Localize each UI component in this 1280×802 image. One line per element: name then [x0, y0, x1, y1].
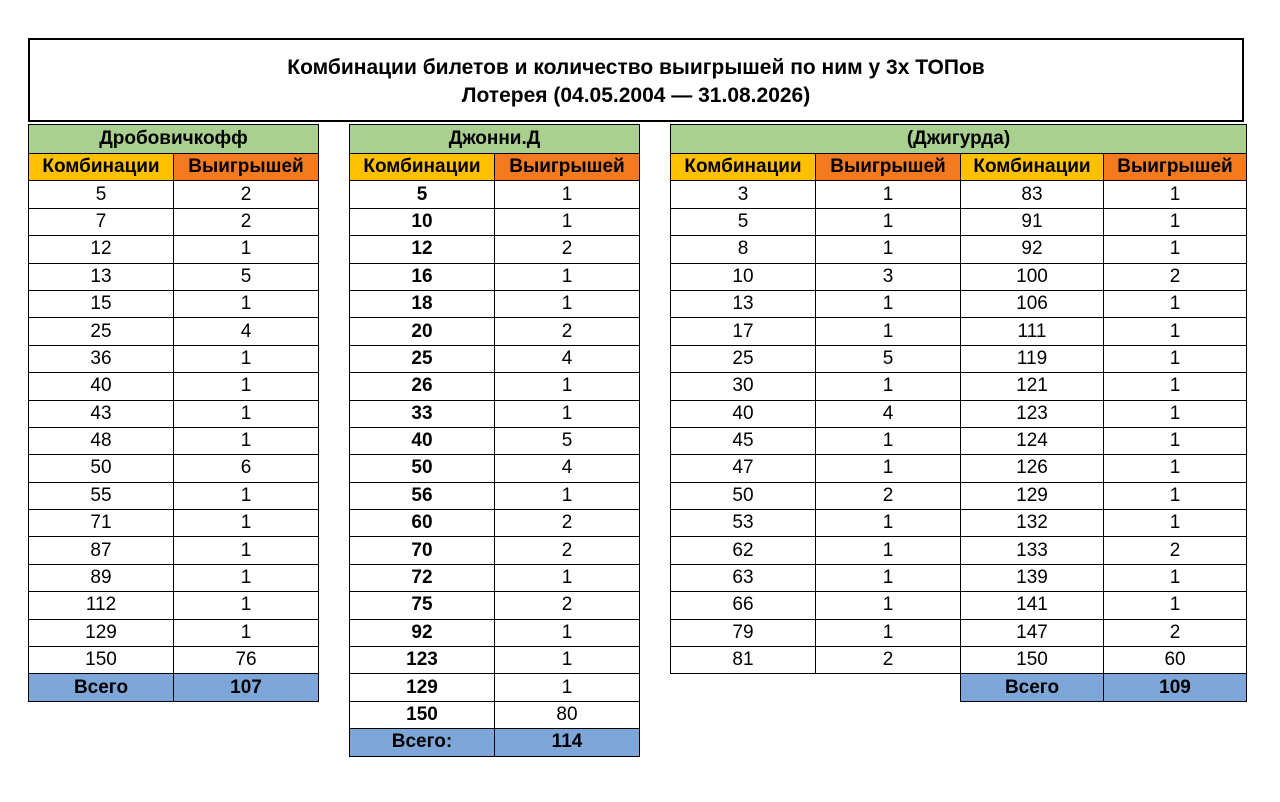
total-value: 107: [174, 674, 319, 701]
wins-cell: 5: [816, 345, 961, 372]
combination-cell: 5: [29, 181, 174, 208]
combination-cell: 40: [29, 373, 174, 400]
combination-cell: 129: [961, 482, 1104, 509]
wins-cell: 1: [495, 373, 640, 400]
combination-cell: 111: [961, 318, 1104, 345]
player-name: (Джигурда): [671, 125, 1247, 154]
combination-cell: 123: [961, 400, 1104, 427]
wins-cell: 2: [1104, 537, 1247, 564]
wins-cell: 1: [174, 564, 319, 591]
combination-cell: 16: [350, 263, 495, 290]
wins-cell: 1: [174, 236, 319, 263]
combination-cell: 62: [671, 537, 816, 564]
report-title: Комбинации билетов и количество выигрышей по ним у 3х ТОПов: [287, 56, 985, 79]
table-row: [671, 400, 1247, 427]
combination-cell: 126: [961, 455, 1104, 482]
wins-cell: 1: [174, 592, 319, 619]
table-row: [29, 345, 319, 372]
table-row: [671, 345, 1247, 372]
combination-cell: 50: [671, 482, 816, 509]
column-header-wins: Выигрышей: [1104, 154, 1247, 181]
wins-cell: 1: [174, 537, 319, 564]
combination-cell: 26: [350, 373, 495, 400]
combination-cell: 139: [961, 564, 1104, 591]
combination-cell: 92: [961, 236, 1104, 263]
wins-cell: 1: [495, 674, 640, 701]
combination-cell: 91: [961, 208, 1104, 235]
wins-cell: 1: [816, 236, 961, 263]
combination-cell: 5: [671, 208, 816, 235]
table-row: [29, 564, 319, 591]
column-header-wins: Выигрышей: [816, 154, 961, 181]
combination-cell: 112: [29, 592, 174, 619]
column-header-wins: Выигрышей: [174, 154, 319, 181]
wins-cell: 2: [495, 318, 640, 345]
wins-cell: 1: [1104, 592, 1247, 619]
table-row: [350, 647, 640, 674]
table-row: [350, 400, 640, 427]
total-value: 109: [1104, 674, 1247, 701]
combination-cell: 15: [29, 290, 174, 317]
wins-cell: 1: [816, 455, 961, 482]
table-row: [350, 592, 640, 619]
wins-cell: 1: [816, 510, 961, 537]
column-header-combinations: Комбинации: [671, 154, 816, 181]
table-row: [671, 537, 1247, 564]
table-row: [29, 647, 319, 674]
combination-cell: 71: [29, 510, 174, 537]
total-row: [29, 674, 319, 701]
wins-cell: 1: [495, 647, 640, 674]
combination-cell: 150: [961, 647, 1104, 674]
combination-cell: 106: [961, 290, 1104, 317]
wins-cell: 1: [174, 482, 319, 509]
wins-cell: 1: [816, 427, 961, 454]
table-row: [29, 619, 319, 646]
table-row: [671, 181, 1247, 208]
player-name: Дробовичкофф: [29, 125, 319, 154]
wins-cell: 1: [816, 619, 961, 646]
wins-cell: 1: [1104, 290, 1247, 317]
combination-cell: 72: [350, 564, 495, 591]
table-row: [350, 619, 640, 646]
wins-cell: 1: [1104, 318, 1247, 345]
combination-cell: 25: [29, 318, 174, 345]
combination-cell: 13: [29, 263, 174, 290]
wins-cell: 1: [174, 427, 319, 454]
total-label: Всего: [961, 674, 1104, 701]
wins-cell: 1: [1104, 400, 1247, 427]
wins-cell: 1: [495, 263, 640, 290]
combination-cell: 121: [961, 373, 1104, 400]
table-row: [671, 564, 1247, 591]
table-row: [671, 263, 1247, 290]
player-name-row: [350, 125, 640, 154]
table-row: [671, 619, 1247, 646]
combination-cell: 43: [29, 400, 174, 427]
report-subtitle: Лотерея (04.05.2004 — 31.08.2026): [461, 84, 811, 107]
wins-cell: 1: [495, 208, 640, 235]
column-header-wins: Выигрышей: [495, 154, 640, 181]
combination-cell: 63: [671, 564, 816, 591]
wins-cell: 1: [495, 290, 640, 317]
combination-cell: 25: [350, 345, 495, 372]
wins-cell: 1: [816, 181, 961, 208]
wins-cell: 5: [174, 263, 319, 290]
wins-cell: 1: [1104, 345, 1247, 372]
combination-cell: 25: [671, 345, 816, 372]
table-row: [350, 674, 640, 701]
wins-cell: 2: [495, 510, 640, 537]
table-row: [671, 482, 1247, 509]
wins-cell: 2: [1104, 263, 1247, 290]
table-row: [350, 263, 640, 290]
wins-cell: 1: [174, 619, 319, 646]
combination-cell: 40: [671, 400, 816, 427]
table-row: [350, 564, 640, 591]
combination-cell: 83: [961, 181, 1104, 208]
wins-cell: 2: [1104, 619, 1247, 646]
wins-cell: 1: [1104, 208, 1247, 235]
wins-cell: 1: [1104, 455, 1247, 482]
combination-cell: 81: [671, 647, 816, 674]
player-name: Джонни.Д: [350, 125, 640, 154]
combination-cell: 5: [350, 181, 495, 208]
combination-cell: 53: [671, 510, 816, 537]
combination-cell: 119: [961, 345, 1104, 372]
combination-cell: 12: [29, 236, 174, 263]
table-row: [29, 400, 319, 427]
combination-cell: 55: [29, 482, 174, 509]
wins-cell: 4: [816, 400, 961, 427]
wins-cell: 1: [174, 290, 319, 317]
wins-cell: 5: [495, 427, 640, 454]
wins-cell: 1: [174, 400, 319, 427]
table-row: [29, 482, 319, 509]
combination-cell: 123: [350, 647, 495, 674]
combination-cell: 50: [29, 455, 174, 482]
wins-cell: 6: [174, 455, 319, 482]
combination-cell: 66: [671, 592, 816, 619]
wins-cell: 3: [816, 263, 961, 290]
table-row: [29, 263, 319, 290]
report-title-box: [28, 38, 1244, 122]
combination-cell: 47: [671, 455, 816, 482]
column-header-row: [350, 154, 640, 181]
table-row: [350, 181, 640, 208]
wins-cell: 1: [495, 181, 640, 208]
table-row: [350, 510, 640, 537]
wins-cell: 4: [495, 345, 640, 372]
wins-cell: 1: [816, 537, 961, 564]
combination-cell: 36: [29, 345, 174, 372]
wins-cell: 2: [816, 647, 961, 674]
empty-cell: [671, 674, 816, 701]
table-row: [671, 510, 1247, 537]
wins-cell: 1: [816, 290, 961, 317]
wins-cell: 2: [495, 537, 640, 564]
table-row: [350, 208, 640, 235]
combination-cell: 7: [29, 208, 174, 235]
combination-cell: 3: [671, 181, 816, 208]
table-row: [671, 208, 1247, 235]
empty-cell: [816, 674, 961, 701]
wins-cell: 1: [1104, 236, 1247, 263]
wins-cell: 1: [816, 318, 961, 345]
combination-cell: 60: [350, 510, 495, 537]
table-row: [29, 455, 319, 482]
combination-cell: 33: [350, 400, 495, 427]
combination-cell: 87: [29, 537, 174, 564]
table-row: [29, 537, 319, 564]
wins-cell: 1: [174, 510, 319, 537]
player-name-row: [671, 125, 1247, 154]
table-row: [29, 208, 319, 235]
table-row: [350, 427, 640, 454]
table-row: [350, 455, 640, 482]
wins-cell: 60: [1104, 647, 1247, 674]
table-row: [671, 592, 1247, 619]
table-row: [29, 318, 319, 345]
combination-cell: 147: [961, 619, 1104, 646]
combination-cell: 56: [350, 482, 495, 509]
combination-cell: 12: [350, 236, 495, 263]
total-row: [671, 674, 1247, 701]
column-header-row: [671, 154, 1247, 181]
wins-cell: 2: [495, 592, 640, 619]
column-header-combinations: Комбинации: [961, 154, 1104, 181]
wins-cell: 1: [174, 345, 319, 372]
wins-cell: 1: [1104, 427, 1247, 454]
table-row: [671, 290, 1247, 317]
wins-cell: 2: [174, 181, 319, 208]
total-label: Всего:: [350, 729, 495, 756]
wins-cell: 1: [495, 482, 640, 509]
column-header-combinations: Комбинации: [29, 154, 174, 181]
wins-cell: 1: [816, 208, 961, 235]
wins-cell: 1: [1104, 564, 1247, 591]
table-row: [350, 482, 640, 509]
combination-cell: 75: [350, 592, 495, 619]
table-row: [350, 537, 640, 564]
wins-cell: 1: [495, 400, 640, 427]
wins-cell: 76: [174, 647, 319, 674]
table-row: [671, 318, 1247, 345]
table-row: [29, 236, 319, 263]
wins-cell: 4: [495, 455, 640, 482]
wins-cell: 2: [495, 236, 640, 263]
wins-cell: 1: [174, 373, 319, 400]
combination-cell: 30: [671, 373, 816, 400]
wins-cell: 1: [816, 592, 961, 619]
combination-cell: 141: [961, 592, 1104, 619]
combination-cell: 150: [350, 701, 495, 728]
combination-cell: 40: [350, 427, 495, 454]
combination-cell: 8: [671, 236, 816, 263]
player-name-row: [29, 125, 319, 154]
wins-cell: 1: [1104, 510, 1247, 537]
table-row: [29, 510, 319, 537]
table-row: [671, 373, 1247, 400]
table-row: [350, 373, 640, 400]
combination-cell: 48: [29, 427, 174, 454]
table-row: [671, 236, 1247, 263]
combination-cell: 13: [671, 290, 816, 317]
combination-cell: 124: [961, 427, 1104, 454]
wins-cell: 2: [174, 208, 319, 235]
wins-cell: 1: [816, 564, 961, 591]
combination-cell: 50: [350, 455, 495, 482]
combination-cell: 20: [350, 318, 495, 345]
wins-cell: 1: [1104, 181, 1247, 208]
table-row: [350, 290, 640, 317]
combination-cell: 79: [671, 619, 816, 646]
column-header-combinations: Комбинации: [350, 154, 495, 181]
table-row: [350, 318, 640, 345]
table-row: [671, 427, 1247, 454]
table-row: [671, 455, 1247, 482]
combination-cell: 100: [961, 263, 1104, 290]
combination-cell: 70: [350, 537, 495, 564]
combination-cell: 150: [29, 647, 174, 674]
combination-cell: 18: [350, 290, 495, 317]
player-table-dzhigurda: [670, 124, 1247, 702]
combination-cell: 129: [29, 619, 174, 646]
wins-cell: 1: [495, 619, 640, 646]
table-row: [350, 236, 640, 263]
table-row: [29, 592, 319, 619]
wins-cell: 1: [1104, 373, 1247, 400]
total-value: 114: [495, 729, 640, 756]
combination-cell: 92: [350, 619, 495, 646]
total-row: [350, 729, 640, 756]
combination-cell: 89: [29, 564, 174, 591]
total-label: Всего: [29, 674, 174, 701]
wins-cell: 2: [816, 482, 961, 509]
table-row: [29, 290, 319, 317]
combination-cell: 45: [671, 427, 816, 454]
wins-cell: 1: [816, 373, 961, 400]
table-row: [671, 647, 1247, 674]
table-row: [29, 427, 319, 454]
table-row: [29, 373, 319, 400]
table-row: [29, 181, 319, 208]
combination-cell: 10: [350, 208, 495, 235]
combination-cell: 133: [961, 537, 1104, 564]
player-table-drobovichkoff: [28, 124, 319, 702]
wins-cell: 80: [495, 701, 640, 728]
combination-cell: 129: [350, 674, 495, 701]
combination-cell: 10: [671, 263, 816, 290]
player-table-johnny-d: [349, 124, 640, 757]
column-header-row: [29, 154, 319, 181]
wins-cell: 1: [1104, 482, 1247, 509]
table-row: [350, 701, 640, 728]
table-row: [350, 345, 640, 372]
combination-cell: 132: [961, 510, 1104, 537]
wins-cell: 1: [495, 564, 640, 591]
combination-cell: 17: [671, 318, 816, 345]
wins-cell: 4: [174, 318, 319, 345]
